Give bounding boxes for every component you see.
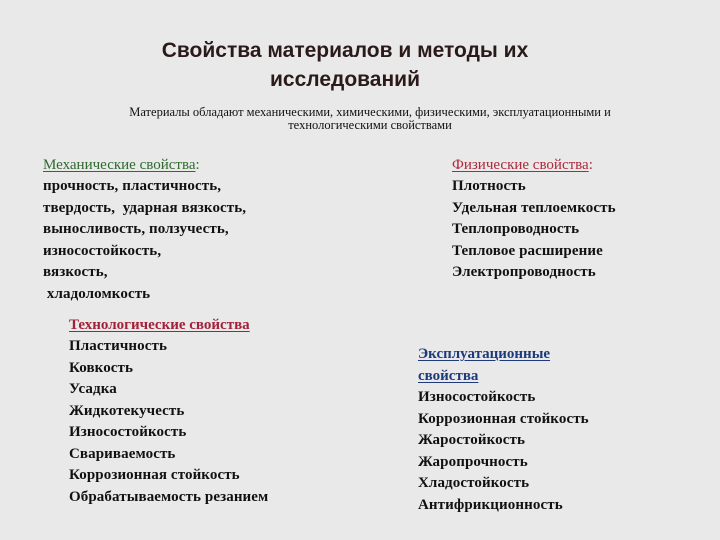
operational-property-item: Антифрикционность	[418, 496, 563, 513]
mechanical-properties-heading-row	[43, 155, 246, 176]
physical-properties-block	[452, 155, 616, 284]
mechanical-properties-heading: Механические свойства	[43, 157, 196, 173]
technological-properties-block	[69, 315, 268, 508]
physical-properties-heading: Физические свойства	[452, 157, 589, 173]
mechanical-property-item: выносливость, ползучесть,	[43, 221, 229, 237]
technological-property-item: Износостойкость	[69, 424, 187, 440]
operational-properties-block	[418, 344, 589, 516]
operational-properties-heading-line-1: Эксплуатационные	[418, 346, 551, 362]
mechanical-properties-block	[43, 155, 246, 305]
technological-properties-heading: Технологические свойства	[69, 317, 250, 333]
slide-title-line-1: Свойства материалов и методы их	[161, 39, 529, 62]
technological-property-item: Свариваемость	[69, 445, 176, 462]
operational-property-item: Жаростойкость	[418, 432, 525, 448]
technological-property-item: Обрабатываемость резанием	[69, 488, 269, 505]
mechanical-property-item: износостойкость,	[43, 242, 162, 259]
technological-property-item: Пластичность	[69, 338, 168, 354]
physical-property-item: Тепловое расширение	[452, 242, 603, 259]
mechanical-property-item: прочность, пластичность,	[43, 178, 222, 194]
mechanical-property-item: твердость, ударная вязкость,	[43, 199, 247, 216]
physical-properties-heading-row	[452, 155, 616, 176]
physical-property-item: Теплопроводность	[452, 221, 580, 237]
intro-line-2: технологическими свойствами	[288, 118, 452, 132]
operational-property-item: Износостойкость	[418, 389, 536, 405]
operational-property-item: Жаропрочность	[418, 453, 528, 470]
technological-property-item: Усадка	[69, 381, 117, 397]
mechanical-property-item: вязкость,	[43, 264, 108, 280]
operational-property-item: Хладостойкость	[418, 475, 530, 491]
physical-property-item: Электропроводность	[452, 264, 596, 280]
slide-title	[110, 36, 580, 94]
technological-property-item: Коррозионная стойкость	[69, 467, 240, 483]
mechanical-property-item: хладоломкость	[43, 285, 151, 302]
physical-property-item: Плотность	[452, 178, 526, 194]
technological-property-item: Жидкотекучесть	[69, 402, 185, 419]
technological-property-item: Ковкость	[69, 359, 134, 376]
physical-properties-colon: :	[588, 157, 593, 173]
slide-title-line-2: исследований	[270, 68, 420, 91]
mechanical-properties-colon: :	[195, 157, 200, 173]
physical-property-item: Удельная теплоемкость	[452, 199, 616, 216]
operational-property-item: Коррозионная стойкость	[418, 410, 589, 427]
intro-line-1: Материалы обладают механическими, химическими, физическими, эксплуатационными и	[129, 105, 611, 119]
operational-properties-heading-line-2: свойства	[418, 367, 479, 384]
intro-text	[60, 106, 680, 132]
